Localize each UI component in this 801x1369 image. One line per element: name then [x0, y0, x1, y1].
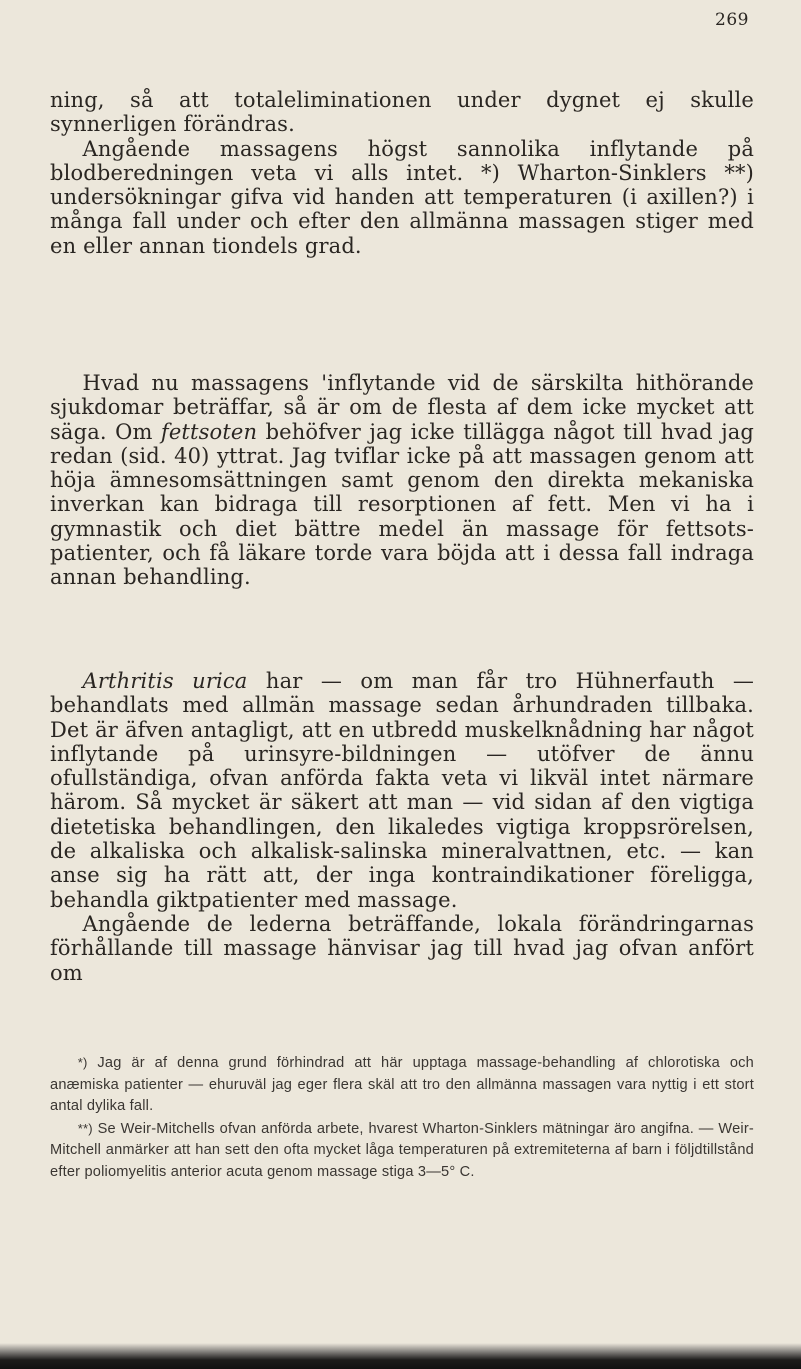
page-bottom-edge	[0, 1343, 801, 1369]
paragraph-arthritis-urica: Arthritis urica har — om man får tro Hühnerfauth — behandlats med allmän massage sedan århundraden tillbaka. Det är äfven antagligt, att en utbredd muskelknådning har något inflytande på urinsyre-bildningen — utöfver de ännu ofullständiga, ofvan anförda fakta veta vi likväl intet närmare härom. Så mycket är säkert att man — vid sidan af den vigtiga dietetiska behandlingen, den likaledes vigtiga kroppsrörelsen, de alkaliska och alkalisk-salinska mineralvattnen, etc. — kan anse sig ha rätt att, der inga kontraindikationer föreligga, behandla giktpatienter med massage.	[50, 669, 755, 912]
paragraph-obesity: Hvad nu massagens 'inflytande vid de särskilta hithörande sjukdomar beträffar, så är om de flesta af dem icke mycket att säga. Om fettsoten behöfver jag icke tillägga något till hvad jag redan (sid. 40) yttrat. Jag tviflar icke på att massagen genom att höja ämnesomsättningen samt genom den direkta mekaniska inverkan kan bidraga till resorptionen af fett. Men vi ha i gymnastik och diet bättre medel än massage för fettsots-patienter, och få läkare torde vara böjda att i dessa fall indraga annan behandling.	[50, 371, 754, 590]
text-block-upper	[50, 88, 754, 258]
footnote-1	[50, 1052, 754, 1118]
emphasized-term: fettsoten	[160, 419, 258, 444]
footnote-2	[50, 1118, 754, 1184]
text-block-lower	[50, 669, 754, 985]
paragraph-blood-formation: Angående massagens högst sannolika inflytande på blodberedningen veta vi alls intet. *) Wharton-Sinklers **) undersökningar gifva vid handen att temperaturen (i axillen?) i många fall under och efter den allmänna massagen stiger med en eller annan tiondels grad.	[50, 136, 754, 258]
paragraph-joint-changes: Angående de lederna beträffande, lokala förändringarnas förhållande till massage hänvisar jag till hvad jag ofvan anfört om	[50, 911, 754, 985]
footnote-2-mark: **)	[77, 1120, 93, 1136]
footnote-separator	[50, 1043, 754, 1044]
footnote-2-text: Se Weir-Mitchells ofvan anförda arbete, hvarest Wharton-Sinklers mätningar äro angifna. — Weir-Mitchell anmärker att han sett den ofta mycket låga temperaturen på extremiteterna af barn i följdtillstånd efter poliomyelitis anterior acuta genom massage stiga 3—5° C.	[50, 1120, 754, 1180]
page-number: 269	[715, 10, 749, 30]
footnotes	[50, 1052, 754, 1184]
emphasized-term: Arthritis urica	[82, 669, 248, 693]
footnote-1-text: Jag är af denna grund förhindrad att här upptaga massage-behandling af chlorotiska och anæmiska patienter — ehuruväl jag eger flera skäl att tro den allmänna massagen vara nyttig i ett stort antal dylika fall.	[50, 1055, 754, 1115]
paragraph-continuation: ning, så att totaleliminationen under dygnet ej skulle synnerligen förändras.	[50, 88, 754, 137]
text-block-middle	[50, 371, 754, 590]
footnote-1-mark: *)	[77, 1055, 88, 1070]
